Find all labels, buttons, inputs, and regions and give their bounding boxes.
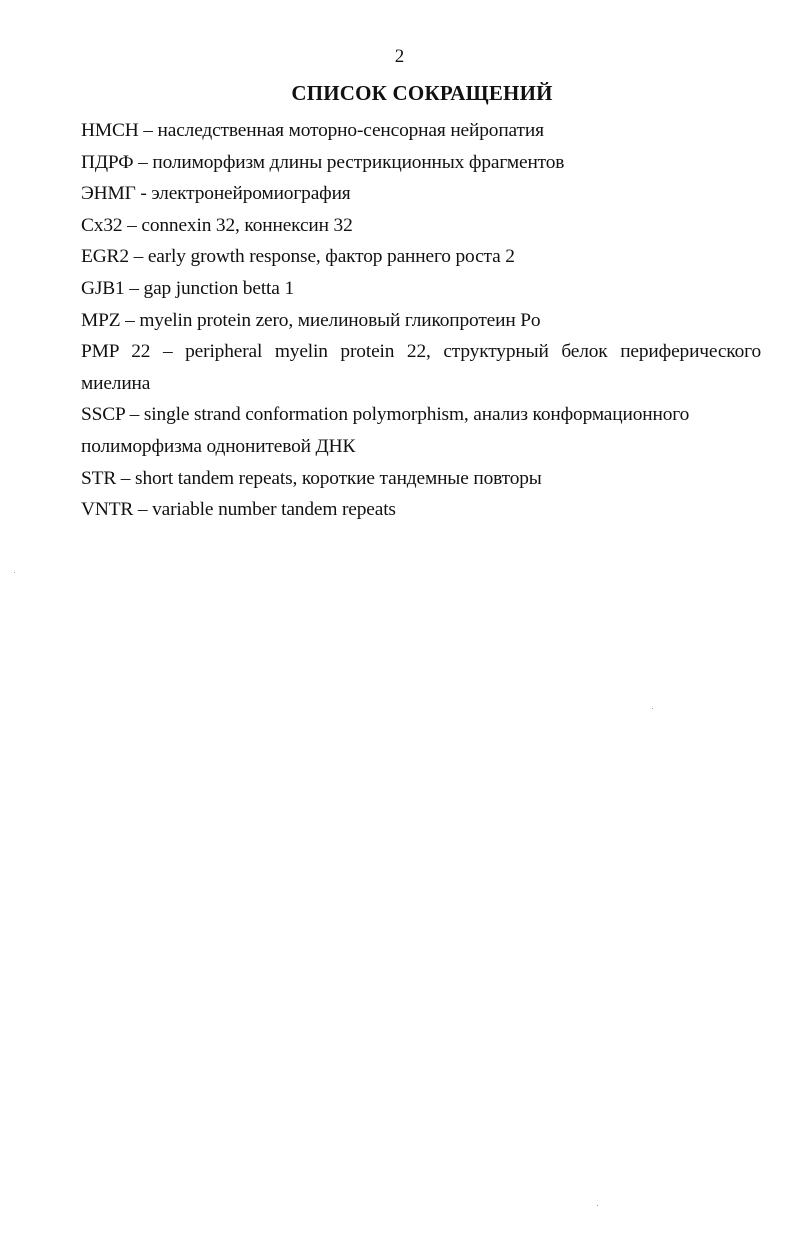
- scan-speck: [652, 708, 653, 709]
- list-item-sscp-line1: SSCP – single strand conformation polymorphism, анализ конформационного: [81, 404, 690, 426]
- scan-speck: [597, 1205, 598, 1206]
- list-item-cx32: Cx32 – connexin 32, коннексин 32: [81, 214, 353, 236]
- list-item-gjb1: GJB1 – gap junction betta 1: [81, 277, 294, 299]
- list-item-pmp22-line2: миелина: [81, 372, 151, 394]
- scan-speck: [14, 572, 15, 573]
- list-item-sscp-line2: полиморфизма однонитевой ДНК: [81, 435, 356, 457]
- list-item-nmsn: НМСН – наследственная моторно-сенсорная нейропатия: [81, 120, 544, 141]
- list-item-enmg: ЭНМГ - электронейромиография: [81, 183, 351, 205]
- list-item-sscp: [81, 399, 761, 462]
- list-item-pmp22: [81, 336, 761, 399]
- list-item-pmp22-line1: PMP 22 – peripheral myelin protein 22, структурный белок периферического: [81, 341, 761, 363]
- list-item-pdrf: ПДРФ – полиморфизм длины рестрикционных фрагментов: [81, 151, 565, 173]
- page-number: 2: [394, 46, 405, 67]
- page-title: СПИСОК СОКРАЩЕНИЙ: [291, 81, 553, 105]
- list-item-str: STR – short tandem repeats, короткие тандемные повторы: [81, 467, 542, 489]
- abbreviations-list: [81, 115, 761, 526]
- list-item-vntr: VNTR – variable number tandem repeats: [81, 499, 396, 521]
- list-item-egr2: EGR2 – early growth response, фактор раннего роста 2: [81, 246, 515, 268]
- list-item-mpz: MPZ – myelin protein zero, миелиновый гликопротеин Po: [81, 309, 541, 331]
